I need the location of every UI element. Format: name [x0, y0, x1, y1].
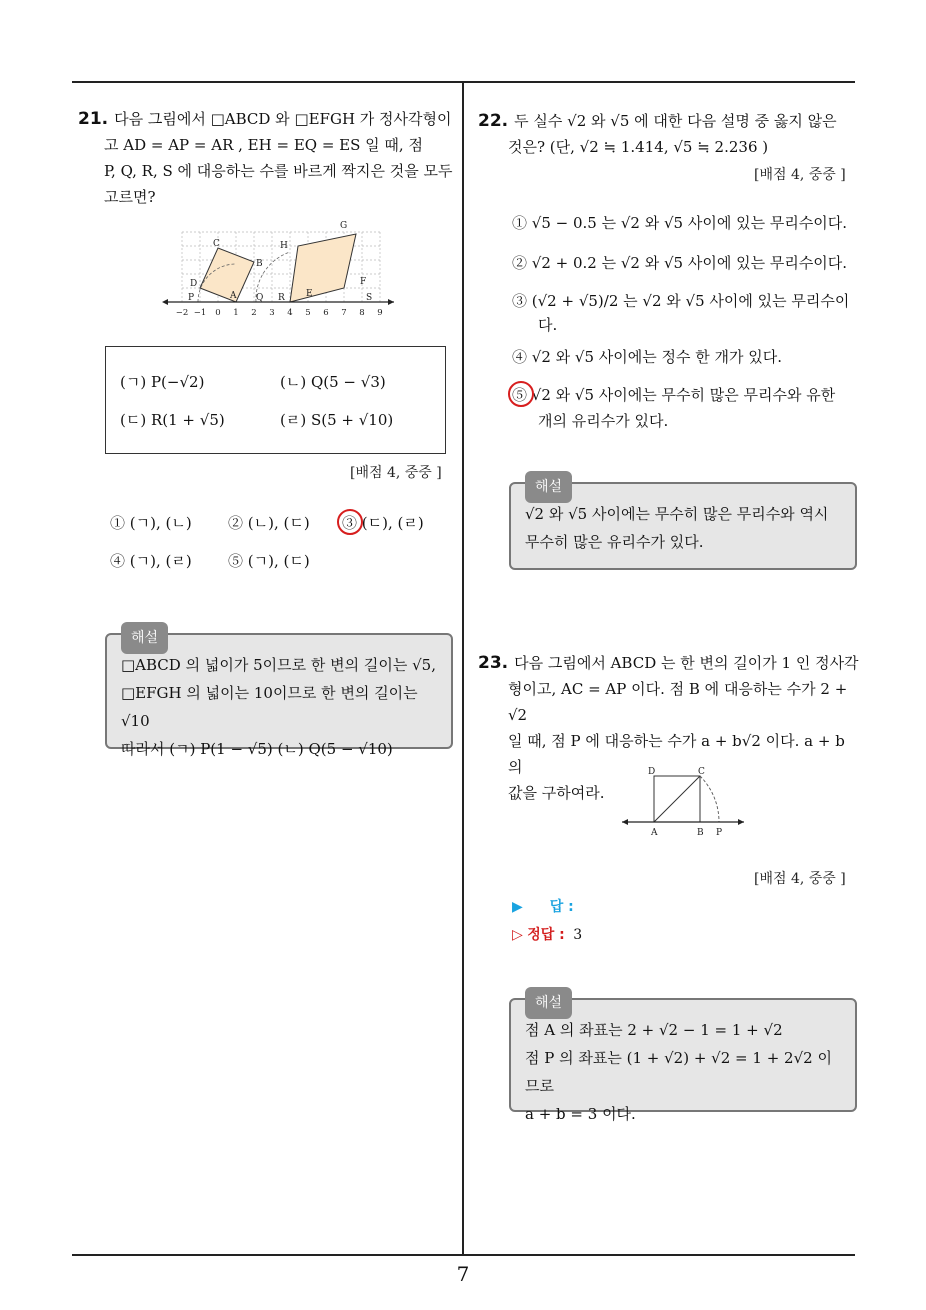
label-D: D [190, 279, 198, 289]
q21-choice-5[interactable]: ⑤ (ㄱ), (ㄷ) [228, 552, 310, 570]
explanation-line: a + b = 3 이다. [525, 1105, 636, 1123]
question-21 [78, 106, 456, 210]
q21-choice-1[interactable]: ① (ㄱ), (ㄴ) [110, 514, 192, 532]
q22-choice-4[interactable]: ④ √2 와 √5 사이에는 정수 한 개가 있다. [512, 348, 782, 366]
question-text-line: 형이고, AC = AP 이다. 점 B 에 대응하는 수가 2 + √2 [508, 680, 848, 724]
label-S: S [366, 293, 373, 303]
q22-score: [배점 4, 중중 ] [754, 167, 846, 183]
svg-text:4: 4 [287, 308, 293, 318]
explanation-line: 점 A 의 좌표는 2 + √2 − 1 = 1 + √2 [525, 1021, 783, 1039]
q21-choice-4[interactable]: ④ (ㄱ), (ㄹ) [110, 552, 192, 570]
triangle-outline-icon: ▷ [512, 927, 523, 943]
square-efgh [290, 234, 356, 302]
q23-explanation [509, 995, 857, 1123]
q23-figure [618, 762, 748, 844]
question-text-line: 고 AD = AP = AR , EH = EQ = ES 일 때, 점 [104, 136, 423, 154]
question-number: 22. [478, 111, 509, 131]
label-B: B [256, 259, 263, 269]
explanation-tag: 해설 [525, 987, 572, 1019]
q21-explanation [105, 630, 453, 758]
label-P: P [188, 293, 195, 303]
label-Q: Q [256, 293, 264, 303]
label-C: C [213, 239, 220, 249]
answer-row [512, 896, 574, 916]
answer-circle-mark [508, 381, 534, 407]
top-rule [72, 81, 855, 83]
label-H: H [280, 241, 288, 251]
svg-text:B: B [697, 828, 704, 838]
q22-choice-5-cont: 개의 유리수가 있다. [538, 412, 669, 430]
svg-text:5: 5 [305, 308, 311, 318]
label-R: R [278, 293, 285, 303]
q22-choice-3-cont: 다. [538, 316, 558, 334]
question-text-line: 고르면? [104, 188, 156, 206]
question-22 [478, 108, 862, 160]
svg-text:0: 0 [215, 308, 221, 318]
question-text-line: 것은? (단, √2 ≒ 1.414, √5 ≒ 2.236 ) [508, 138, 769, 156]
q22-choice-5[interactable]: ⑤ √2 와 √5 사이에는 무수히 많은 무리수와 유한 [512, 386, 836, 404]
correct-answer-value: 3 [573, 927, 583, 943]
q21-score: [배점 4, 중중 ] [350, 465, 442, 481]
bottom-rule [72, 1254, 855, 1256]
question-text-line: 값을 구하여라. [508, 784, 605, 802]
explanation-line: □ABCD 의 넓이가 5이므로 한 변의 길이는 √5, [121, 656, 436, 674]
question-text-line: P, Q, R, S 에 대응하는 수를 바르게 짝지은 것을 모두 [104, 162, 453, 180]
option-d: (ㄹ) S(5 + √10) [280, 411, 394, 429]
question-text-line: 두 실수 √2 와 √5 에 대한 다음 설명 중 옳지 않은 [514, 112, 837, 130]
label-G: G [340, 221, 348, 231]
question-number: 23. [478, 653, 509, 673]
question-text-line: 일 때, 점 P 에 대응하는 수가 a + b√2 이다. a + b 의 [508, 732, 845, 776]
svg-text:−2: −2 [175, 308, 189, 318]
svg-text:A: A [651, 828, 658, 838]
svg-text:2: 2 [251, 308, 257, 318]
option-a: (ㄱ) P(−√2) [120, 373, 205, 391]
q21-choice-3[interactable]: ③ (ㄷ), (ㄹ) [342, 514, 424, 532]
question-text-line: 다음 그림에서 □ABCD 와 □EFGH 가 정사각형이 [114, 110, 452, 128]
q22-explanation [509, 479, 857, 570]
q22-choice-2[interactable]: ② √2 + 0.2 는 √2 와 √5 사이에 있는 무리수이다. [512, 254, 848, 272]
correct-answer-row [512, 924, 582, 944]
play-icon: ▶ [512, 899, 523, 915]
explanation-line: □EFGH 의 넓이는 10이므로 한 변의 길이는 √10 [121, 684, 418, 730]
svg-text:D: D [648, 767, 656, 777]
explanation-line: 무수히 많은 유리수가 있다. [525, 533, 704, 551]
label-F: F [360, 277, 367, 287]
page-number: 7 [456, 1262, 470, 1286]
q22-choice-3[interactable]: ③ (√2 + √5)/2 는 √2 와 √5 사이에 있는 무리수이 [512, 292, 850, 310]
question-text-line: 다음 그림에서 ABCD 는 한 변의 길이가 1 인 정사각 [514, 654, 859, 672]
q23-score: [배점 4, 중중 ] [754, 871, 846, 887]
svg-text:1: 1 [233, 308, 239, 318]
svg-text:3: 3 [269, 308, 275, 318]
option-b: (ㄴ) Q(5 − √3) [280, 373, 386, 391]
correct-answer-label: 정답 : [527, 927, 565, 943]
option-c: (ㄷ) R(1 + √5) [120, 411, 225, 429]
explanation-tag: 해설 [525, 471, 572, 503]
svg-text:8: 8 [359, 308, 365, 318]
svg-text:7: 7 [341, 308, 347, 318]
label-E: E [306, 289, 313, 299]
q21-choice-2[interactable]: ② (ㄴ), (ㄷ) [228, 514, 310, 532]
svg-text:−1: −1 [193, 308, 207, 318]
explanation-line: 점 P 의 좌표는 (1 + √2) + √2 = 1 + 2√2 이므로 [525, 1049, 832, 1095]
svg-text:9: 9 [377, 308, 383, 318]
square-abcd [200, 248, 254, 302]
answer-label: 답 : [549, 899, 574, 915]
label-A: A [230, 291, 237, 301]
explanation-line: 따라서 (ㄱ) P(1 − √5) (ㄴ) Q(5 − √10) [121, 740, 393, 758]
question-number: 21. [78, 109, 109, 129]
explanation-tag: 해설 [121, 622, 168, 654]
svg-text:C: C [698, 767, 705, 777]
svg-text:6: 6 [323, 308, 329, 318]
explanation-line: √2 와 √5 사이에는 무수히 많은 무리수와 역시 [525, 505, 829, 523]
svg-text:P: P [716, 828, 723, 838]
answer-circle-mark [337, 509, 363, 535]
q21-figure [158, 218, 398, 322]
q22-choice-1[interactable]: ① √5 − 0.5 는 √2 와 √5 사이에 있는 무리수이다. [512, 214, 848, 232]
column-divider [462, 83, 464, 1255]
q21-option-box [105, 346, 446, 454]
